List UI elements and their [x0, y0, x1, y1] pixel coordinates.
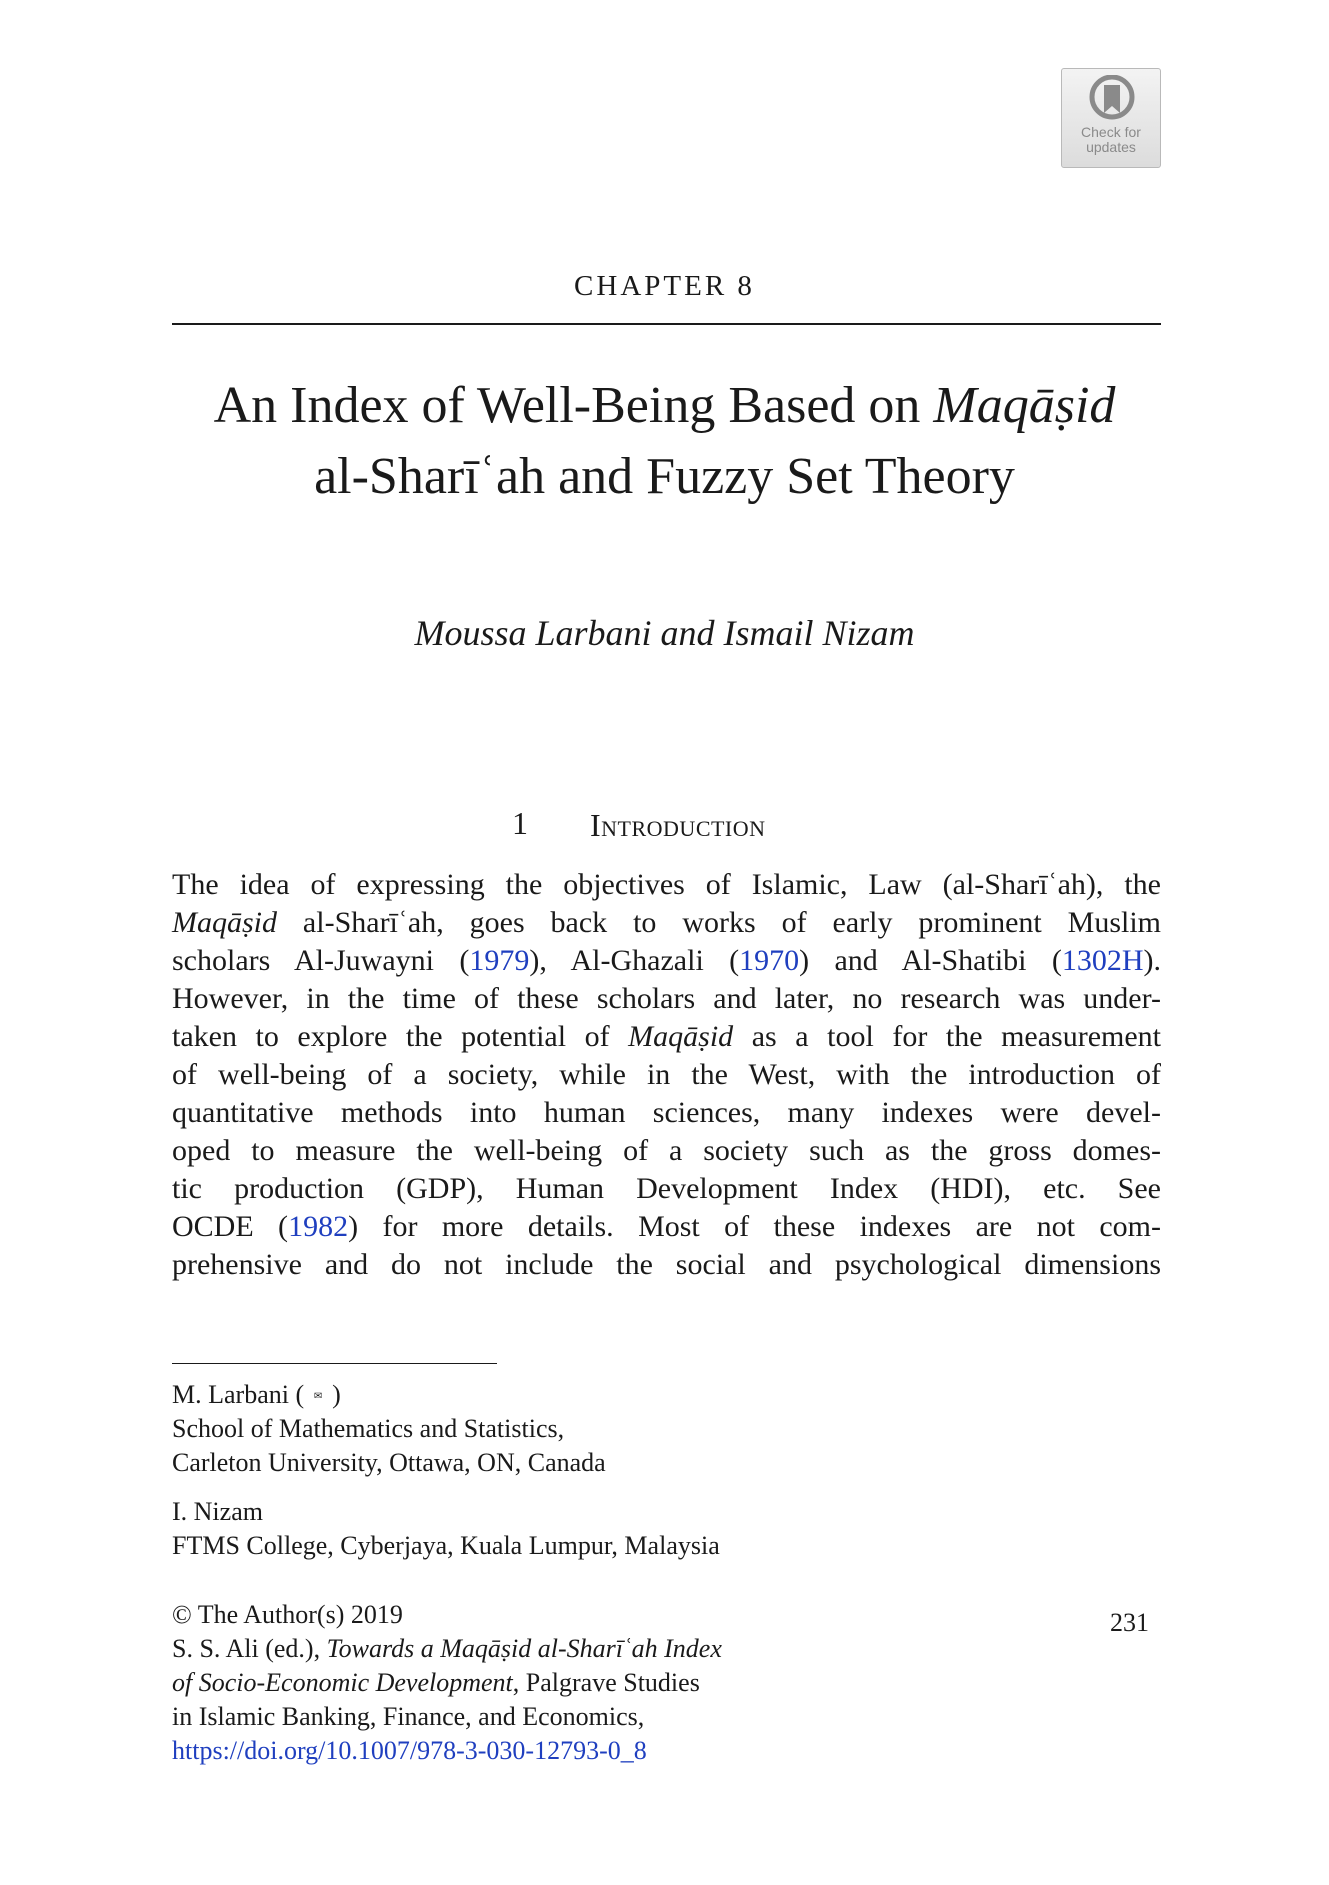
- body-line-6: of well-being of a society, while in the West, with the introduction of: [172, 1058, 1161, 1091]
- body-text: as a tool for the measurement: [733, 1020, 1161, 1053]
- body-text: ) and Al-Shatibi (: [799, 944, 1062, 977]
- footnote-author2-name: I. Nizam: [172, 1497, 263, 1526]
- authors: Moussa Larbani and Ismail Nizam: [414, 613, 915, 653]
- chapter-rule: [172, 323, 1161, 325]
- body-line-7: quantitative methods into human sciences, many indexes were devel-: [172, 1096, 1161, 1129]
- author1-name: M. Larbani (: [172, 1380, 305, 1409]
- body-text: ) for more details. Most of these indexes are not com-: [348, 1210, 1162, 1243]
- footnote-author1-aff2: Carleton University, Ottawa, ON, Canada: [172, 1448, 606, 1477]
- footnote-author1-aff1: School of Mathematics and Statistics,: [172, 1414, 565, 1443]
- body-text: taken to explore the potential of: [172, 1020, 629, 1053]
- citation-link[interactable]: 1970: [739, 944, 800, 977]
- book-editor: S. S. Ali (ed.),: [172, 1634, 327, 1663]
- body-text: scholars Al-Juwayni (: [172, 944, 470, 977]
- title-line-1-text: An Index of Well-Being Based on: [213, 377, 934, 434]
- body-line-4: However, in the time of these scholars and later, no research was under-: [172, 982, 1161, 1015]
- badge-line1: Check for: [1081, 124, 1141, 140]
- body-line-2: [172, 904, 1161, 942]
- footnote-author1-name: [172, 1378, 341, 1414]
- citation-link[interactable]: 1979: [469, 944, 530, 977]
- book-citation-line2: [172, 1666, 700, 1700]
- body-line-10: [172, 1208, 1161, 1246]
- body-line-1: The idea of expressing the objectives of Islamic, Law (al-Sharīʿah), the: [172, 868, 1161, 901]
- body-line-5: [172, 1018, 1161, 1056]
- book-title-part1: Towards a Maqāṣid al-Sharīʿah Index: [326, 1634, 722, 1663]
- envelope-icon[interactable]: ✉: [313, 1391, 323, 1403]
- body-line-3: [172, 942, 1161, 980]
- body-text: al-Sharīʿah, goes back to works of early prominent Muslim: [277, 906, 1161, 939]
- section-title: Introduction: [590, 807, 766, 843]
- book-series: in Islamic Banking, Finance, and Economics,: [172, 1702, 645, 1731]
- book-title-part2: of Socio-Economic Development: [172, 1668, 513, 1697]
- body-italic-term: Maqāṣid: [172, 906, 277, 939]
- page-number: 231: [1110, 1608, 1149, 1637]
- badge-line2: updates: [1086, 139, 1136, 155]
- title-italic-term: Maqāṣid: [933, 377, 1116, 434]
- body-line-11: prehensive and do not include the social and psychological dimensions: [172, 1248, 1161, 1281]
- title-line-1: [0, 376, 1329, 435]
- body-line-8: oped to measure the well-being of a society such as the gross domes-: [172, 1134, 1161, 1167]
- bookmark-icon: [1087, 75, 1137, 123]
- author1-close: ): [332, 1380, 341, 1409]
- body-text: ), Al-Ghazali (: [529, 944, 740, 977]
- body-text: ).: [1143, 944, 1161, 977]
- body-line-9: tic production (GDP), Human Development Index (HDI), etc. See: [172, 1172, 1161, 1205]
- book-citation-line1: [172, 1632, 722, 1666]
- chapter-label: CHAPTER 8: [574, 270, 755, 302]
- footnote-rule: [172, 1363, 497, 1364]
- citation-link[interactable]: 1302H: [1061, 944, 1144, 977]
- body-text: OCDE (: [172, 1210, 289, 1243]
- book-series-pre: , Palgrave Studies: [512, 1668, 700, 1697]
- citation-link[interactable]: 1982: [288, 1210, 349, 1243]
- footnote-author2-aff: FTMS College, Cyberjaya, Kuala Lumpur, Malaysia: [172, 1531, 720, 1560]
- copyright: © The Author(s) 2019: [172, 1600, 403, 1629]
- check-for-updates-badge[interactable]: [1061, 68, 1161, 168]
- doi-link[interactable]: https://doi.org/10.1007/978-3-030-12793-0_8: [172, 1736, 647, 1765]
- title-line-2: al-Sharīʿah and Fuzzy Set Theory: [314, 448, 1015, 505]
- section-number: 1: [512, 805, 528, 841]
- body-italic-term: Maqāṣid: [628, 1020, 734, 1053]
